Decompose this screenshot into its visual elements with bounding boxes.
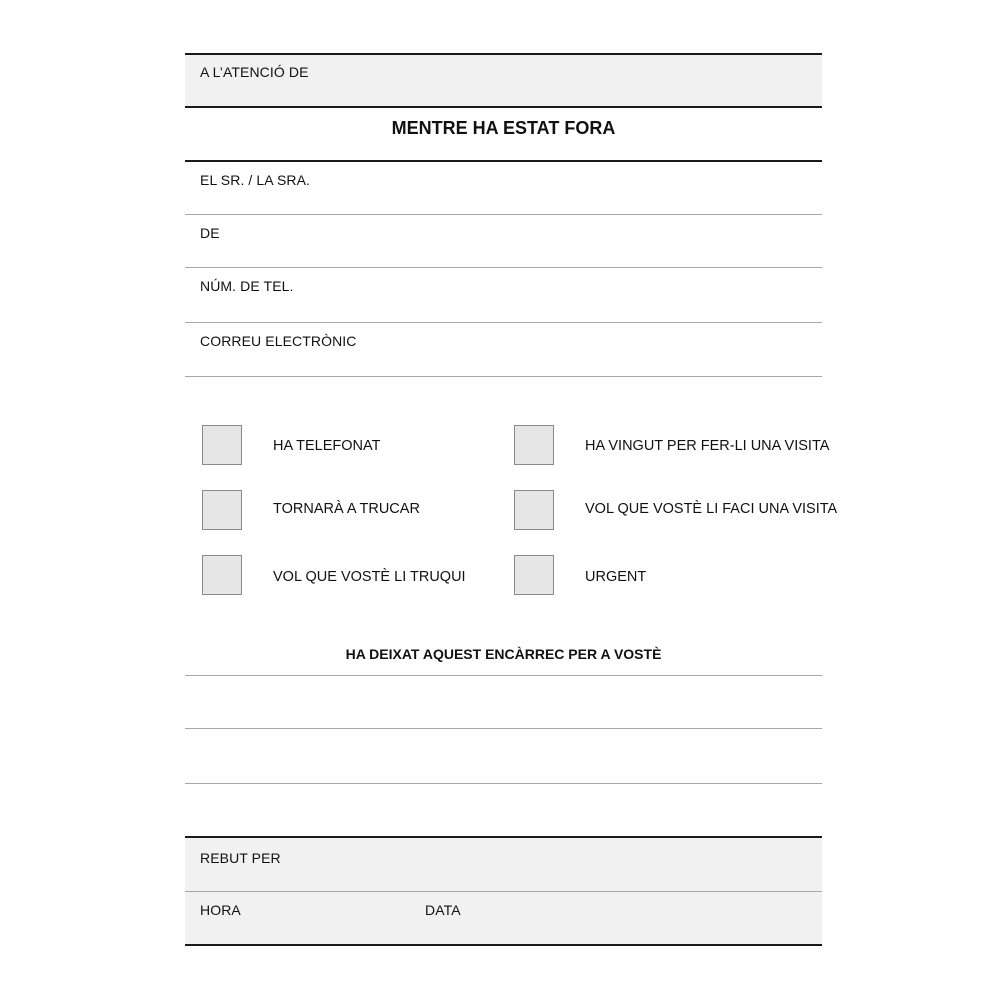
checkbox-ha-vingut[interactable] (514, 425, 554, 465)
attention-field[interactable] (325, 58, 815, 104)
time-field[interactable] (255, 894, 415, 942)
option-label-tornara-a-trucar: TORNARÀ A TRUCAR (273, 501, 420, 517)
email-rule (185, 376, 822, 377)
phone-field[interactable] (325, 270, 815, 320)
from-field[interactable] (245, 217, 815, 265)
time-label: HORA (200, 902, 241, 918)
message-line-3[interactable] (185, 786, 822, 834)
phone-rule (185, 322, 822, 323)
option-label-ha-telefonat: HA TELEFONAT (273, 438, 381, 454)
checkbox-urgent[interactable] (514, 555, 554, 595)
footer-top-rule (185, 836, 822, 838)
message-rule-2 (185, 728, 822, 729)
message-line-1[interactable] (185, 678, 822, 726)
received-label: REBUT PER (200, 850, 281, 866)
checkbox-vol-visita[interactable] (514, 490, 554, 530)
option-label-vol-que-voste-li-truqui: VOL QUE VOSTÈ LI TRUQUI (273, 569, 466, 585)
received-field[interactable] (295, 841, 815, 889)
checkbox-tornara-a-trucar[interactable] (202, 490, 242, 530)
caller-field[interactable] (325, 164, 815, 212)
message-heading: HA DEIXAT AQUEST ENCÀRREC PER A VOSTÈ (345, 646, 662, 662)
option-label-vol-visita: VOL QUE VOSTÈ LI FACI UNA VISITA (585, 501, 838, 517)
from-rule (185, 267, 822, 268)
attention-label: A L’ATENCIÓ DE (200, 64, 309, 80)
form-title: MENTRE HA ESTAT FORA (391, 118, 616, 138)
caller-label: EL SR. / LA SRA. (200, 172, 311, 188)
caller-rule (185, 214, 822, 215)
message-rule-3 (185, 783, 822, 784)
date-field[interactable] (475, 894, 815, 942)
option-label-ha-vingut: HA VINGUT PER FER-LI UNA VISITA (585, 438, 830, 454)
footer-bottom-rule (185, 944, 822, 946)
message-line-2[interactable] (185, 731, 822, 780)
date-label: DATA (425, 902, 461, 918)
attention-bottom-rule (185, 106, 822, 108)
email-label: CORREU ELECTRÒNIC (200, 333, 357, 349)
email-field[interactable] (375, 325, 815, 373)
checkbox-ha-telefonat[interactable] (202, 425, 242, 465)
phone-label: NÚM. DE TEL. (200, 278, 294, 294)
footer-middle-rule (185, 891, 822, 892)
option-label-urgent: URGENT (585, 569, 647, 585)
message-form (185, 0, 838, 1000)
message-rule-1 (185, 675, 822, 676)
checkbox-vol-que-voste-li-truqui[interactable] (202, 555, 242, 595)
top-rule (185, 53, 822, 55)
title-bottom-rule (185, 160, 822, 162)
from-label: DE (200, 225, 220, 241)
